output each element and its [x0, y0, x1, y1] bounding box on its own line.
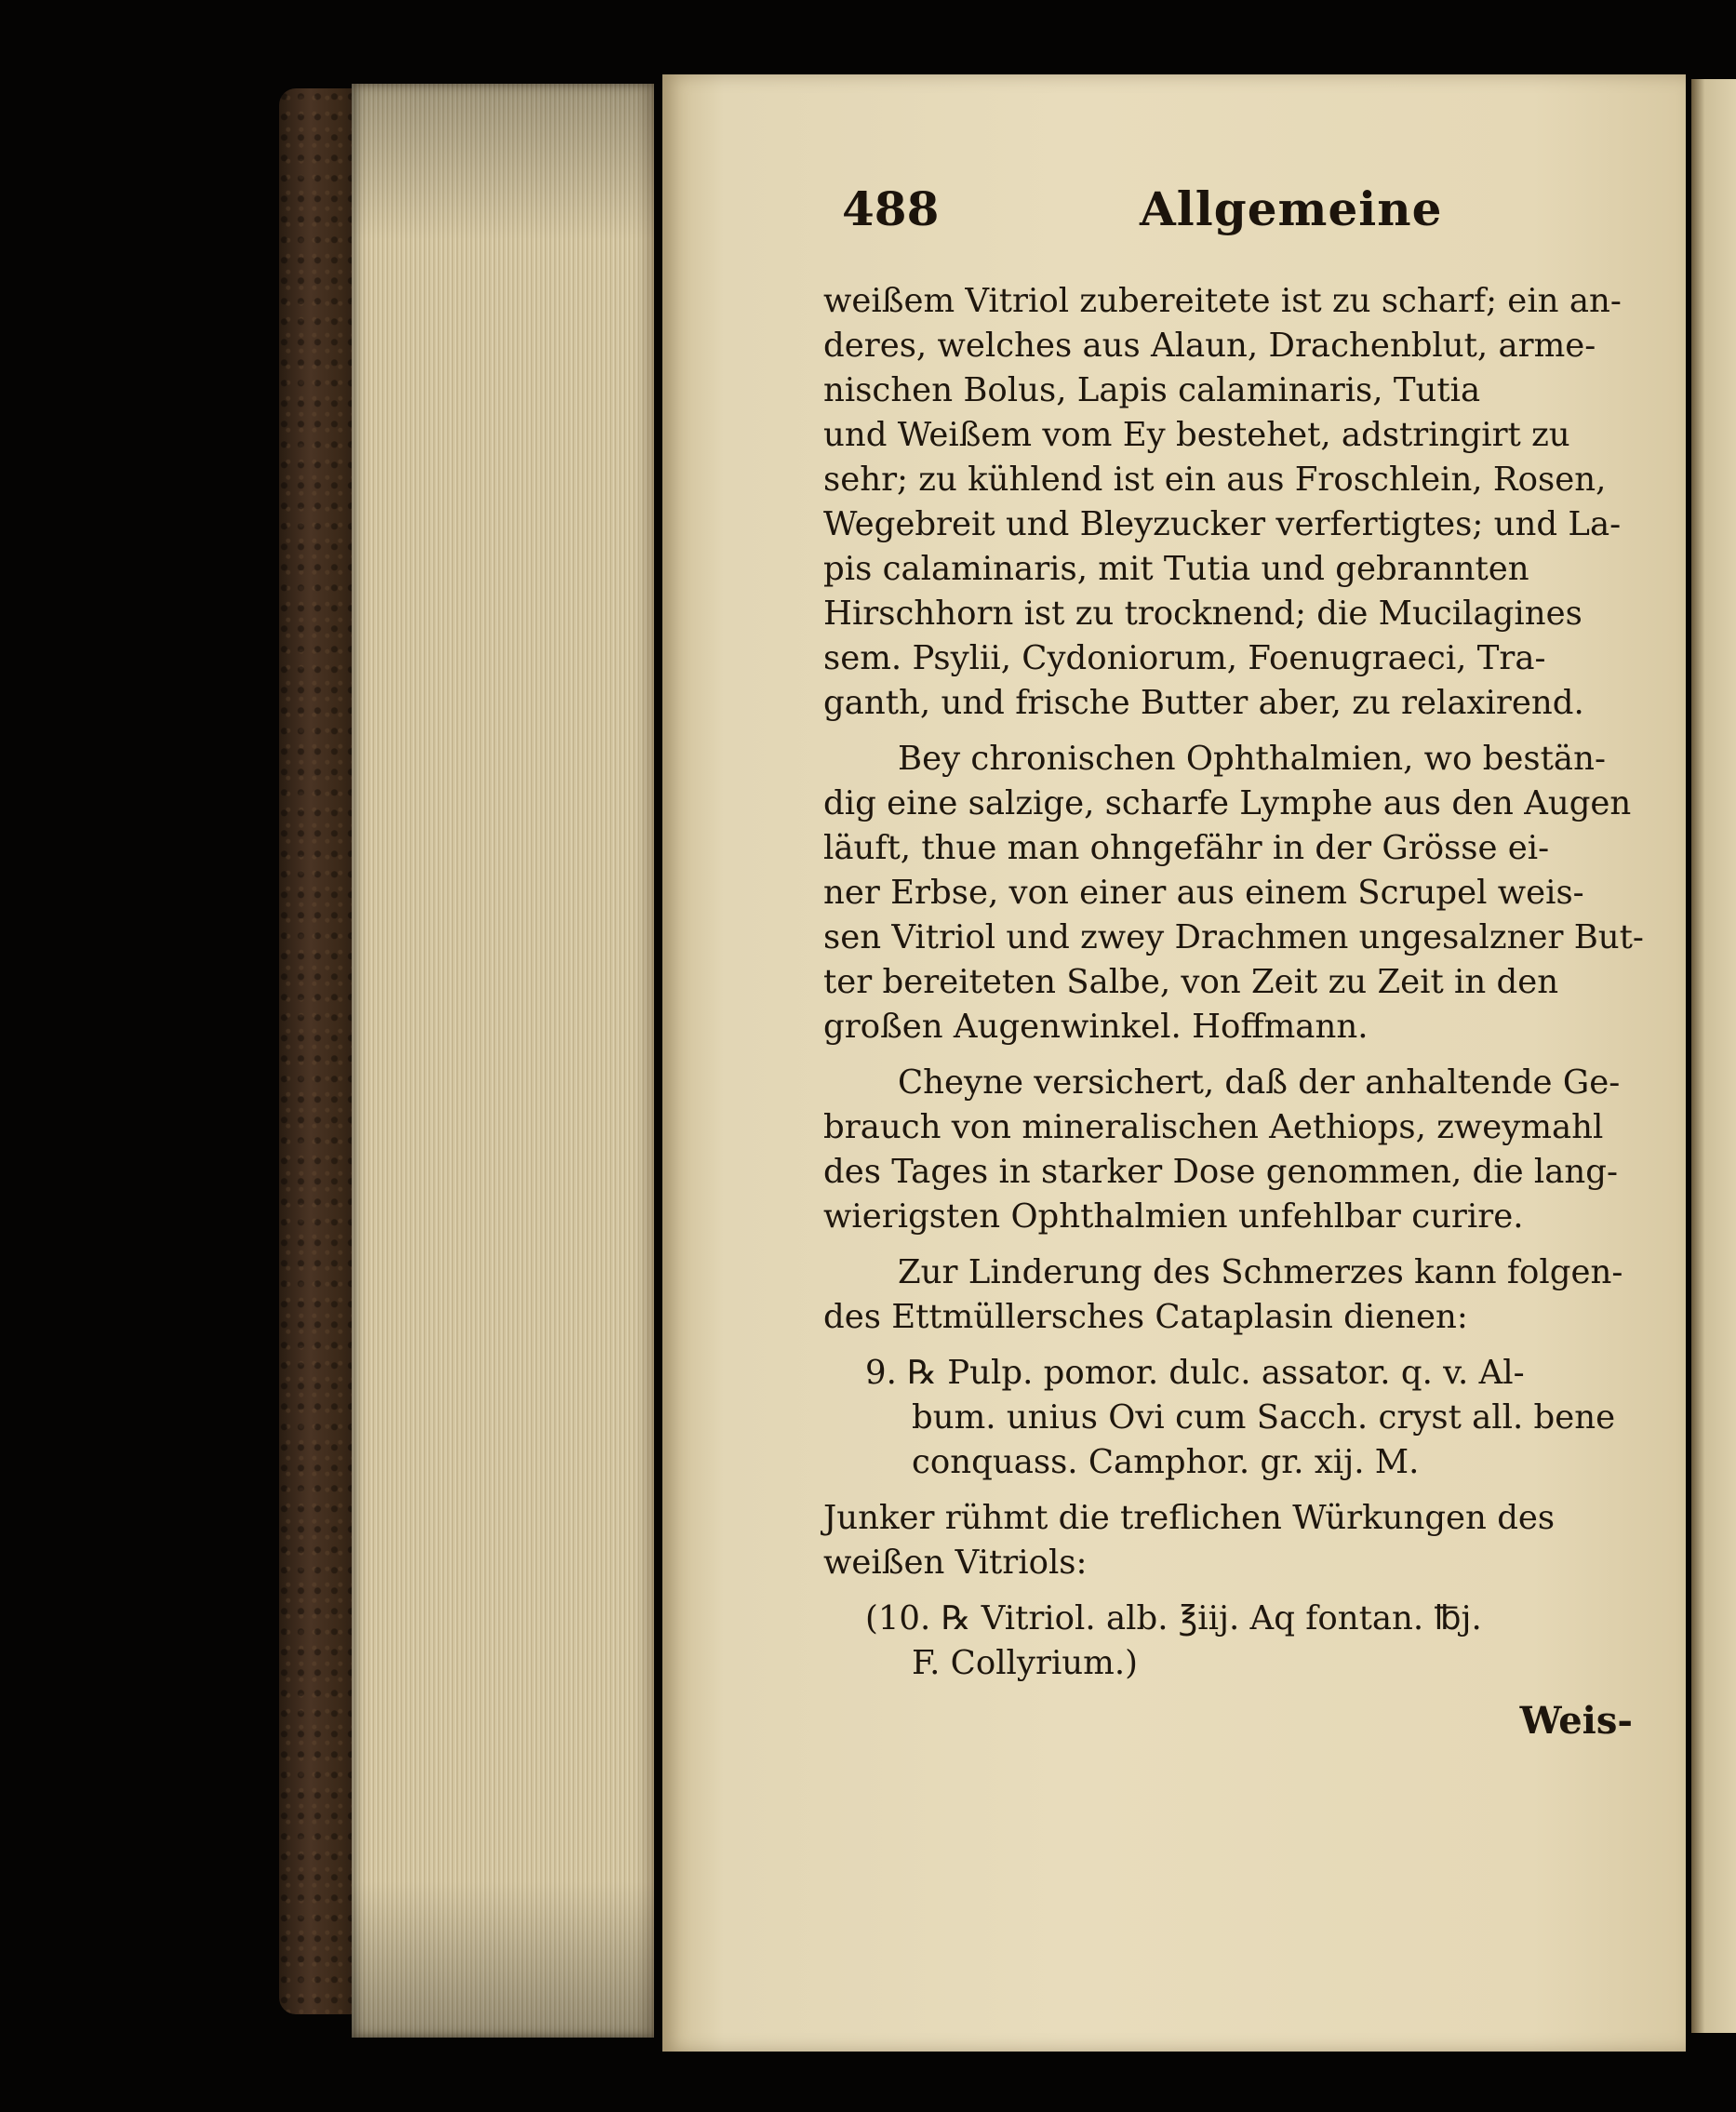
recipe-line: bum. unius Ovi cum Sacch. cryst all. bene [912, 1398, 1616, 1437]
text-line: Cheyne versichert, daß der anhaltende Ge- [898, 1063, 1621, 1102]
recipe-line: F. Collyrium.) [912, 1644, 1138, 1682]
text-line: sehr; zu kühlend ist ein aus Froschlein, Rosen, [823, 461, 1607, 499]
text-line: Hirschhorn ist zu trocknend; die Mucilagines [823, 595, 1582, 633]
text-line: sem. Psylii, Cydoniorum, Foenugraeci, Tra- [823, 639, 1546, 677]
text-line: pis calaminaris, mit Tutia und gebrannten [823, 550, 1529, 588]
catchword: Weis- [1519, 1699, 1633, 1743]
page-edges [352, 84, 654, 2038]
paragraph-junker [823, 1496, 1661, 1585]
text-line: großen Augenwinkel. Hoffmann. [823, 1008, 1369, 1046]
recipe-10 [823, 1597, 1661, 1686]
text-line: deres, welches aus Alaun, Drachenblut, arme- [823, 327, 1596, 365]
recipe-9 [823, 1351, 1661, 1485]
text-line: nischen Bolus, Lapis calaminaris, Tutia [823, 371, 1481, 409]
text-line: Junker rühmt die treflichen Würkungen des [823, 1499, 1556, 1537]
text-line: ter bereiteten Salbe, von Zeit zu Zeit in den [823, 963, 1559, 1001]
text-line: dig eine salzige, scharfe Lymphe aus den Augen [823, 784, 1632, 822]
text-line: und Weißem vom Ey bestehet, adstringirt zu [823, 416, 1570, 454]
page-number: 488 [842, 181, 940, 236]
page-body [823, 279, 1661, 1744]
running-title: Allgemeine [1140, 181, 1443, 236]
text-line: Bey chronischen Ophthalmien, wo bestän- [898, 740, 1606, 778]
paragraph-2 [823, 737, 1661, 1049]
recipe-line: 9. ℞ Pulp. pomor. dulc. assator. q. v. Al- [865, 1354, 1525, 1392]
text-line: des Ettmüllersches Cataplasin dienen: [823, 1298, 1468, 1336]
text-line: ner Erbse, von einer aus einem Scrupel weis- [823, 874, 1584, 912]
text-line: weißen Vitriols: [823, 1544, 1088, 1582]
paragraph-3 [823, 1061, 1661, 1239]
text-line: Wegebreit und Bleyzucker verfertigtes; und La- [823, 505, 1622, 543]
text-line: wierigsten Ophthalmien unfehlbar curire. [823, 1197, 1524, 1236]
page-header [842, 181, 1443, 247]
paragraph-1 [823, 279, 1661, 726]
text-line: des Tages in starker Dose genommen, die lang- [823, 1153, 1619, 1191]
text-line: ganth, und frische Butter aber, zu relaxirend. [823, 684, 1584, 722]
facing-page-edge [1691, 79, 1736, 2033]
text-line: weißem Vitriol zubereitete ist zu scharf; ein an- [823, 282, 1622, 320]
text-line: sen Vitriol und zwey Drachmen ungesalzner But- [823, 918, 1644, 956]
recipe-line: (10. ℞ Vitriol. alb. ℥iij. Aq fontan. ℔j. [865, 1599, 1482, 1637]
recipe-line: conquass. Camphor. gr. xij. M. [912, 1443, 1420, 1481]
paragraph-4 [823, 1250, 1661, 1340]
text-line: brauch von mineralischen Aethiops, zweymahl [823, 1108, 1604, 1146]
text-line: Zur Linderung des Schmerzes kann folgen- [898, 1253, 1623, 1291]
text-line: läuft, thue man ohngefähr in der Grösse ei- [823, 829, 1550, 867]
